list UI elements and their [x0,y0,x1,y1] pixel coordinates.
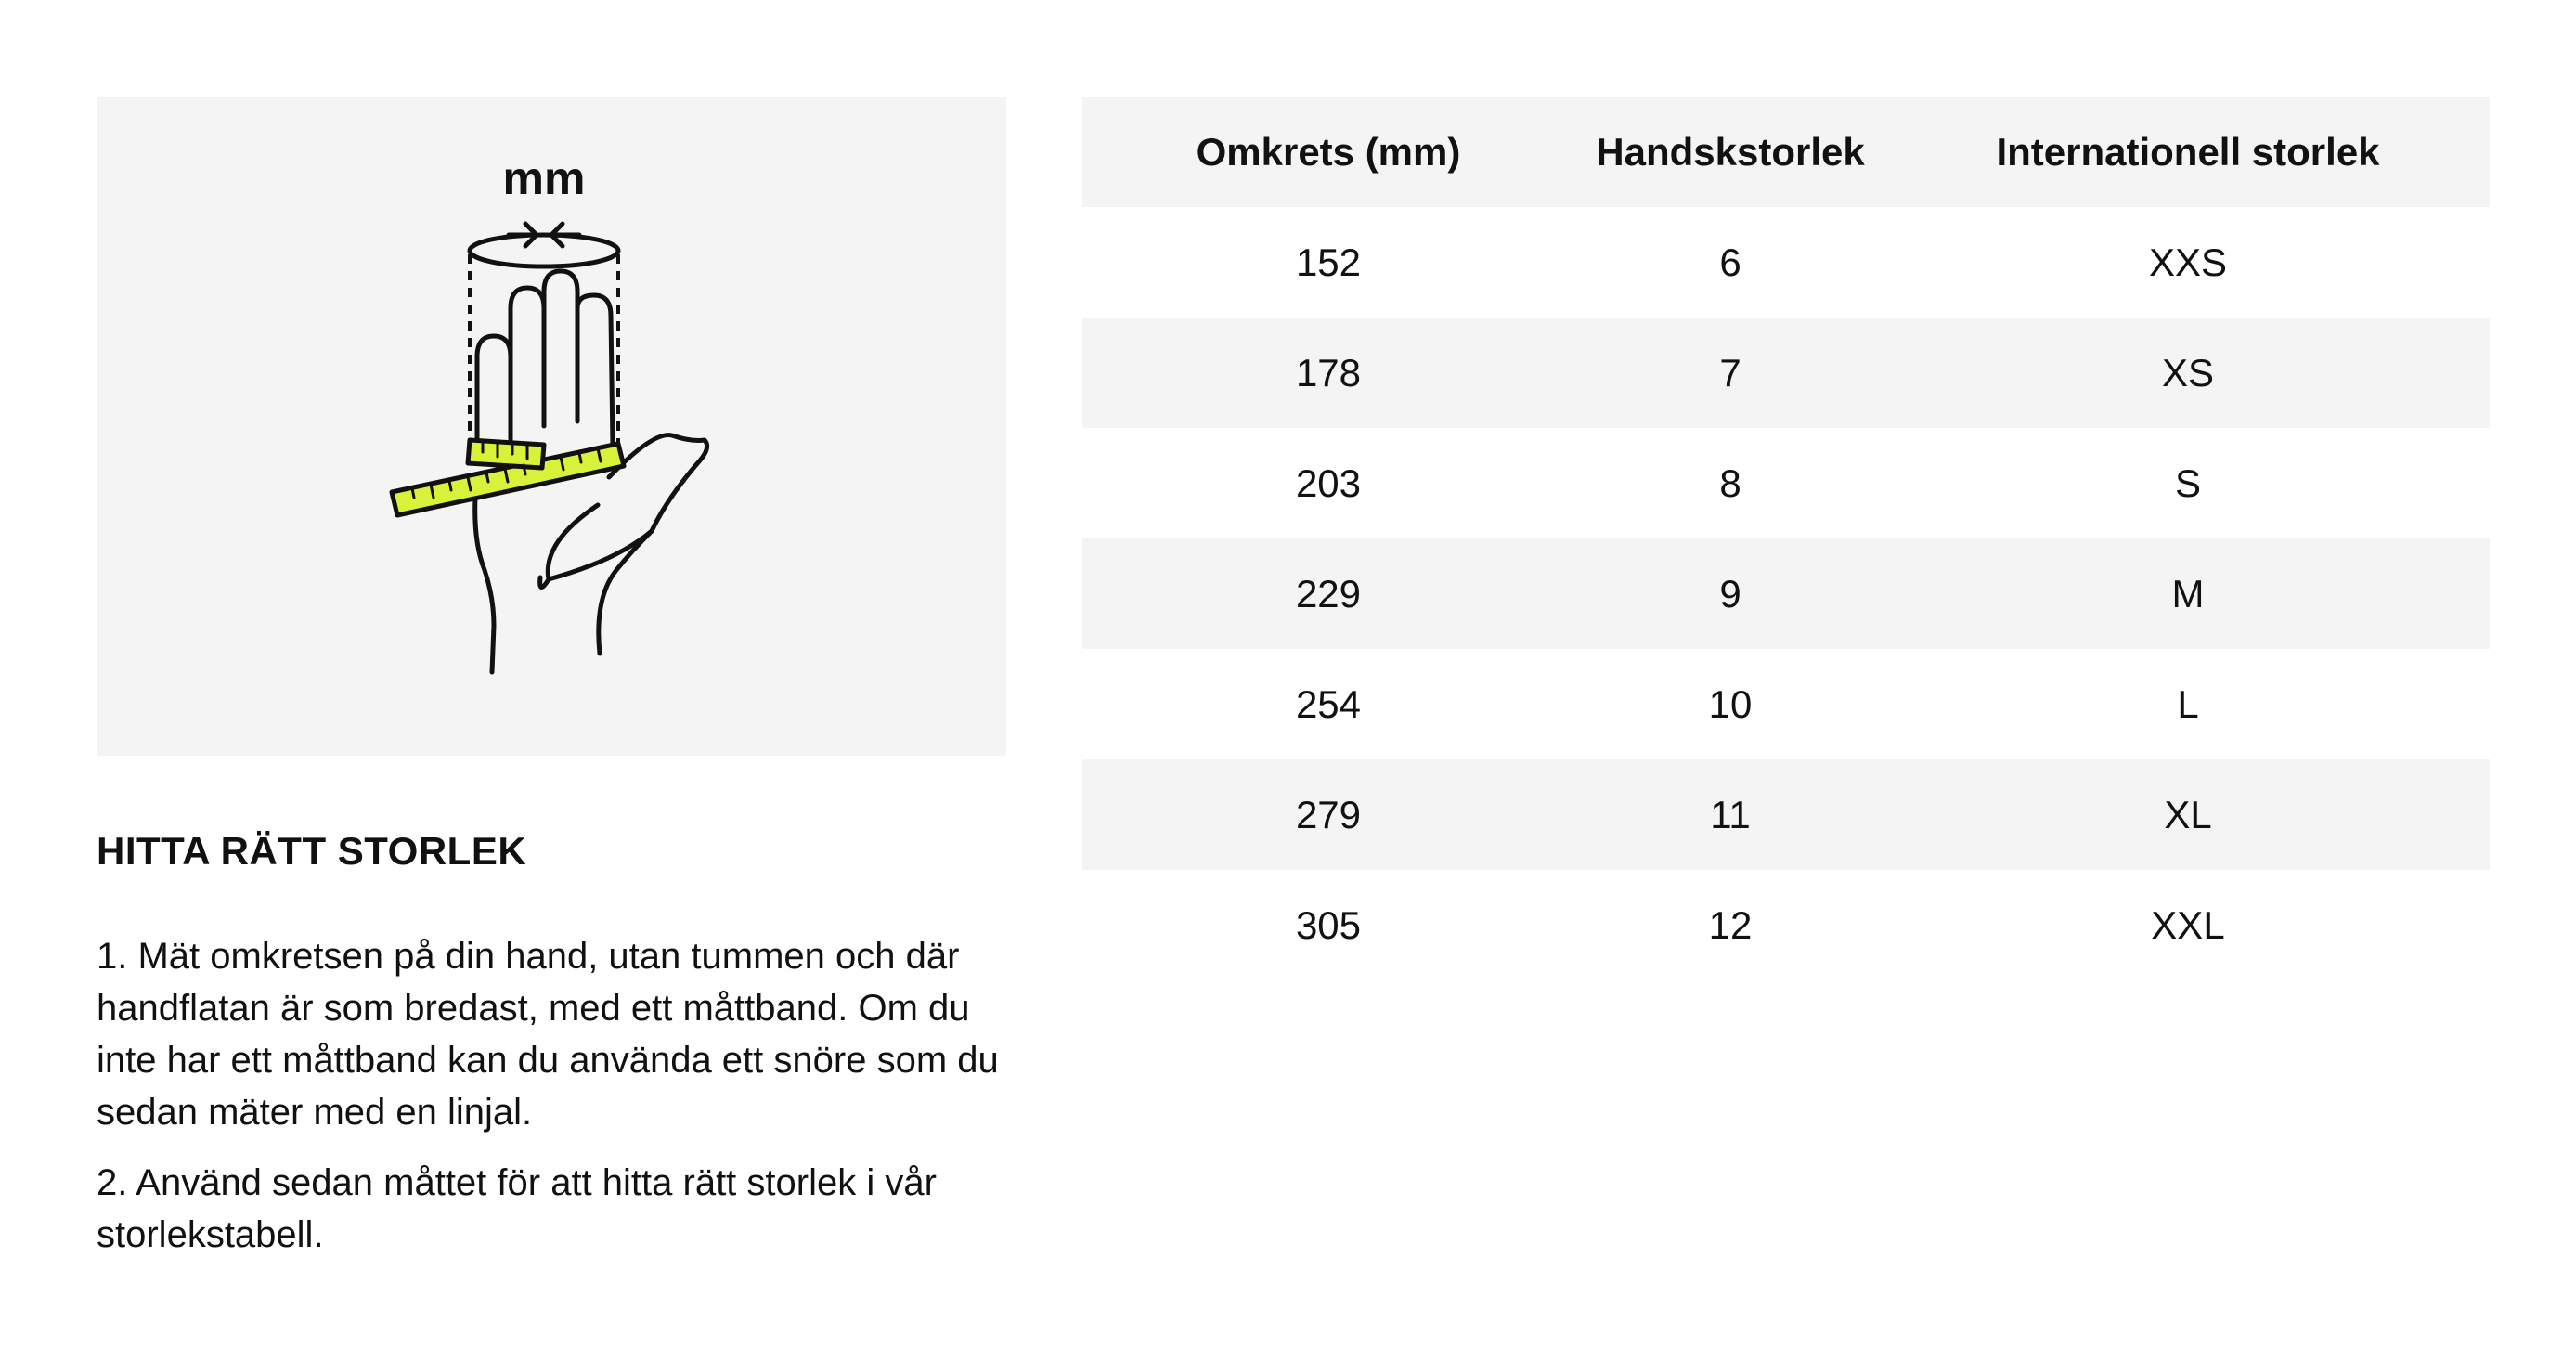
cell-glove-size: 10 [1708,681,1753,726]
size-table [1082,97,2490,980]
cell-circumference: 279 [1082,759,1574,870]
cell-glove-size: 9 [1574,538,1886,649]
cell-circumference: 254 [1295,681,1362,726]
cell-circumference: 178 [1082,318,1574,428]
header-glove-size: Handskstorlek [1574,97,1886,207]
guide-title: HITTA RÄTT STORLEK [97,829,527,873]
measuring-tape-icon [392,440,624,515]
cell-circumference: 203 [1295,460,1362,505]
cell-international-size: M [1886,538,2490,649]
table-row [1082,759,2490,870]
cell-glove-size: 8 [1719,460,1741,505]
table-row [1082,538,2490,649]
cell-glove-size: 7 [1574,318,1886,428]
cell-circumference: 152 [1295,240,1362,284]
table-row [1082,207,2490,318]
cell-glove-size: 11 [1574,759,1886,870]
table-row [1082,649,2490,759]
table-row [1082,870,2490,980]
cell-international-size: XXS [2148,240,2228,284]
table-row [1082,428,2490,538]
cell-international-size: XXL [2151,902,2225,947]
table-row [1082,318,2490,428]
cell-international-size: L [2177,681,2199,726]
unit-label: mm [502,152,586,204]
cell-glove-size: 6 [1719,240,1741,284]
guide-step-1: 1. Mät omkretsen på din hand, utan tummen och där handflatan är som bredast, med ett måttband. Om du inte har ett måttband kan du använda ett snöre som du sedan mäter med en linjal. [97,936,999,1133]
hand-measurement-illustration [97,97,1006,756]
table-header-row [1082,97,2490,207]
hand-measure-graphic [97,97,1006,756]
circumference-arrow-icon [470,224,618,266]
cell-circumference: 305 [1295,902,1362,947]
cell-circumference: 229 [1082,538,1574,649]
cell-international-size: XS [1886,318,2490,428]
cell-glove-size: 12 [1708,902,1753,947]
cell-international-size: S [2174,460,2201,505]
guide-step-2: 2. Använd sedan måttet för att hitta rätt storlek i vår storlekstabell. [97,1162,937,1255]
header-international-size: Internationell storlek [1886,97,2490,207]
header-circumference: Omkrets (mm) [1082,97,1574,207]
cell-international-size: XL [1886,759,2490,870]
